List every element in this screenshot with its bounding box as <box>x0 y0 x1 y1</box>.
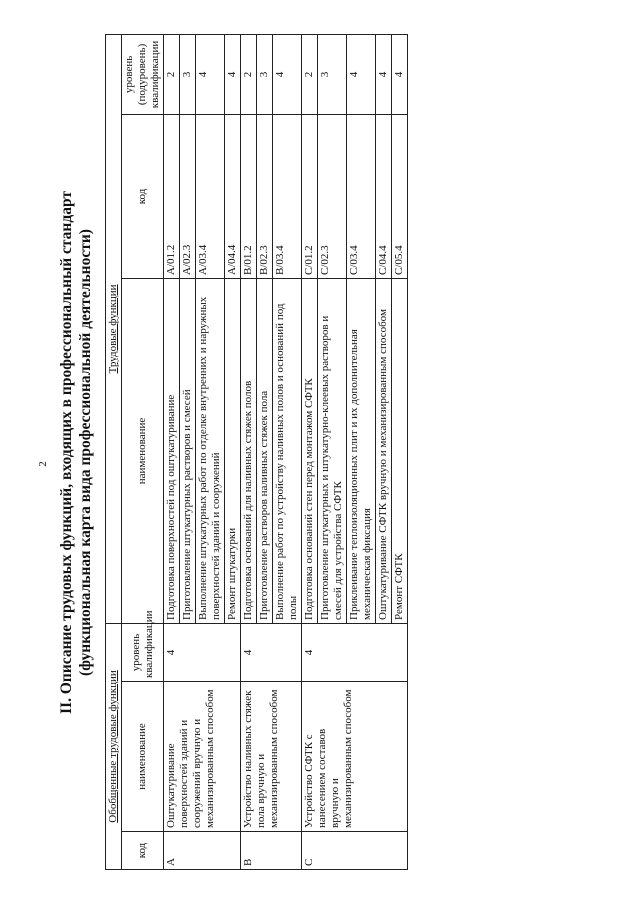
func-level-cell: 3 <box>180 34 196 114</box>
func-level-cell: 3 <box>257 34 273 114</box>
func-code-cell: C/01.2 <box>302 114 318 278</box>
functional-map-table <box>105 34 408 870</box>
func-name-cell: Выполнение работ по устройству наливных полов и оснований под полы <box>273 278 302 623</box>
gen-code-cell: B <box>241 832 302 870</box>
func-level-cell: 2 <box>302 34 318 114</box>
func-name-cell: Подготовка оснований для наливных стяжек полов <box>241 278 257 623</box>
rotated-page-content <box>57 35 582 870</box>
func-code-cell: C/04.4 <box>376 114 392 278</box>
func-level-cell: 4 <box>225 34 241 114</box>
title-line-2: (функциональная карта вида профессиональной деятельности) <box>77 229 94 676</box>
gen-name-cell: Оштукатуривание поверхностей зданий и сооружений вручную и механизированным способом <box>164 682 241 832</box>
header-func-name: наименование <box>122 278 164 623</box>
gen-code-cell: C <box>302 832 408 870</box>
gen-code-cell: A <box>164 832 241 870</box>
func-code-cell: A/01.2 <box>164 114 180 278</box>
func-name-cell: Ремонт СФТК <box>392 278 408 623</box>
func-level-cell: 2 <box>164 34 180 114</box>
header-gen-code: код <box>122 832 164 870</box>
gen-name-cell: Устройство СФТК с нанесением составов вручную и механизированным способом <box>302 682 408 832</box>
header-labor-functions: Трудовые функции <box>106 34 122 623</box>
header-func-code: код <box>122 114 164 278</box>
gen-level-cell: 4 <box>302 623 408 681</box>
func-name-cell: Подготовка поверхностей под оштукатуривание <box>164 278 180 623</box>
func-name-cell: Ремонт штукатурки <box>225 278 241 623</box>
func-level-cell: 4 <box>273 34 302 114</box>
func-name-cell: Приготовление штукатурных растворов и смесей <box>180 278 196 623</box>
header-gen-level: уровень квалификации <box>122 623 164 681</box>
func-code-cell: A/04.4 <box>225 114 241 278</box>
func-code-cell: C/03.4 <box>347 114 376 278</box>
gen-level-cell: 4 <box>241 623 302 681</box>
func-level-cell: 4 <box>392 34 408 114</box>
header-generalized-functions: Обобщенные трудовые функции <box>106 623 122 869</box>
table-row <box>241 34 257 869</box>
func-level-cell: 4 <box>376 34 392 114</box>
gen-level-cell: 4 <box>164 623 241 681</box>
header-func-level: уровень (подуровень) квалификации <box>122 34 164 114</box>
func-code-cell: C/05.4 <box>392 114 408 278</box>
func-name-cell: Приклеивание теплоизоляционных плит и их дополнительная механическая фиксация <box>347 278 376 623</box>
func-level-cell: 4 <box>196 34 225 114</box>
table-row <box>164 34 180 869</box>
func-code-cell: B/03.4 <box>273 114 302 278</box>
func-code-cell: B/01.2 <box>241 114 257 278</box>
table-row <box>302 34 318 869</box>
func-name-cell: Приготовление растворов наливных стяжек пола <box>257 278 273 623</box>
section-title <box>57 35 95 870</box>
func-code-cell: C/02.3 <box>318 114 347 278</box>
func-code-cell: A/02.3 <box>180 114 196 278</box>
func-level-cell: 2 <box>241 34 257 114</box>
func-name-cell: Оштукатуривание СФТК вручную и механизированным способом <box>376 278 392 623</box>
header-gen-name: наименование <box>122 682 164 832</box>
func-name-cell: Выполнение штукатурных работ по отделке внутренних и наружных поверхностей зданий и сооружений <box>196 278 225 623</box>
func-name-cell: Подготовка оснований стен перед монтажом СФТК <box>302 278 318 623</box>
title-line-1: II. Описание трудовых функций, входящих в профессиональный стандарт <box>58 191 75 714</box>
func-code-cell: A/03.4 <box>196 114 225 278</box>
func-name-cell: Приготовление штукатурных и штукатурно-клеевых растворов и смесей для устройства СФТК <box>318 278 347 623</box>
gen-name-cell: Устройство наливных стяжек пола вручную и механизированным способом <box>241 682 302 832</box>
func-code-cell: B/02.3 <box>257 114 273 278</box>
func-level-cell: 3 <box>318 34 347 114</box>
page-number: 2 <box>36 461 49 467</box>
func-level-cell: 4 <box>347 34 376 114</box>
